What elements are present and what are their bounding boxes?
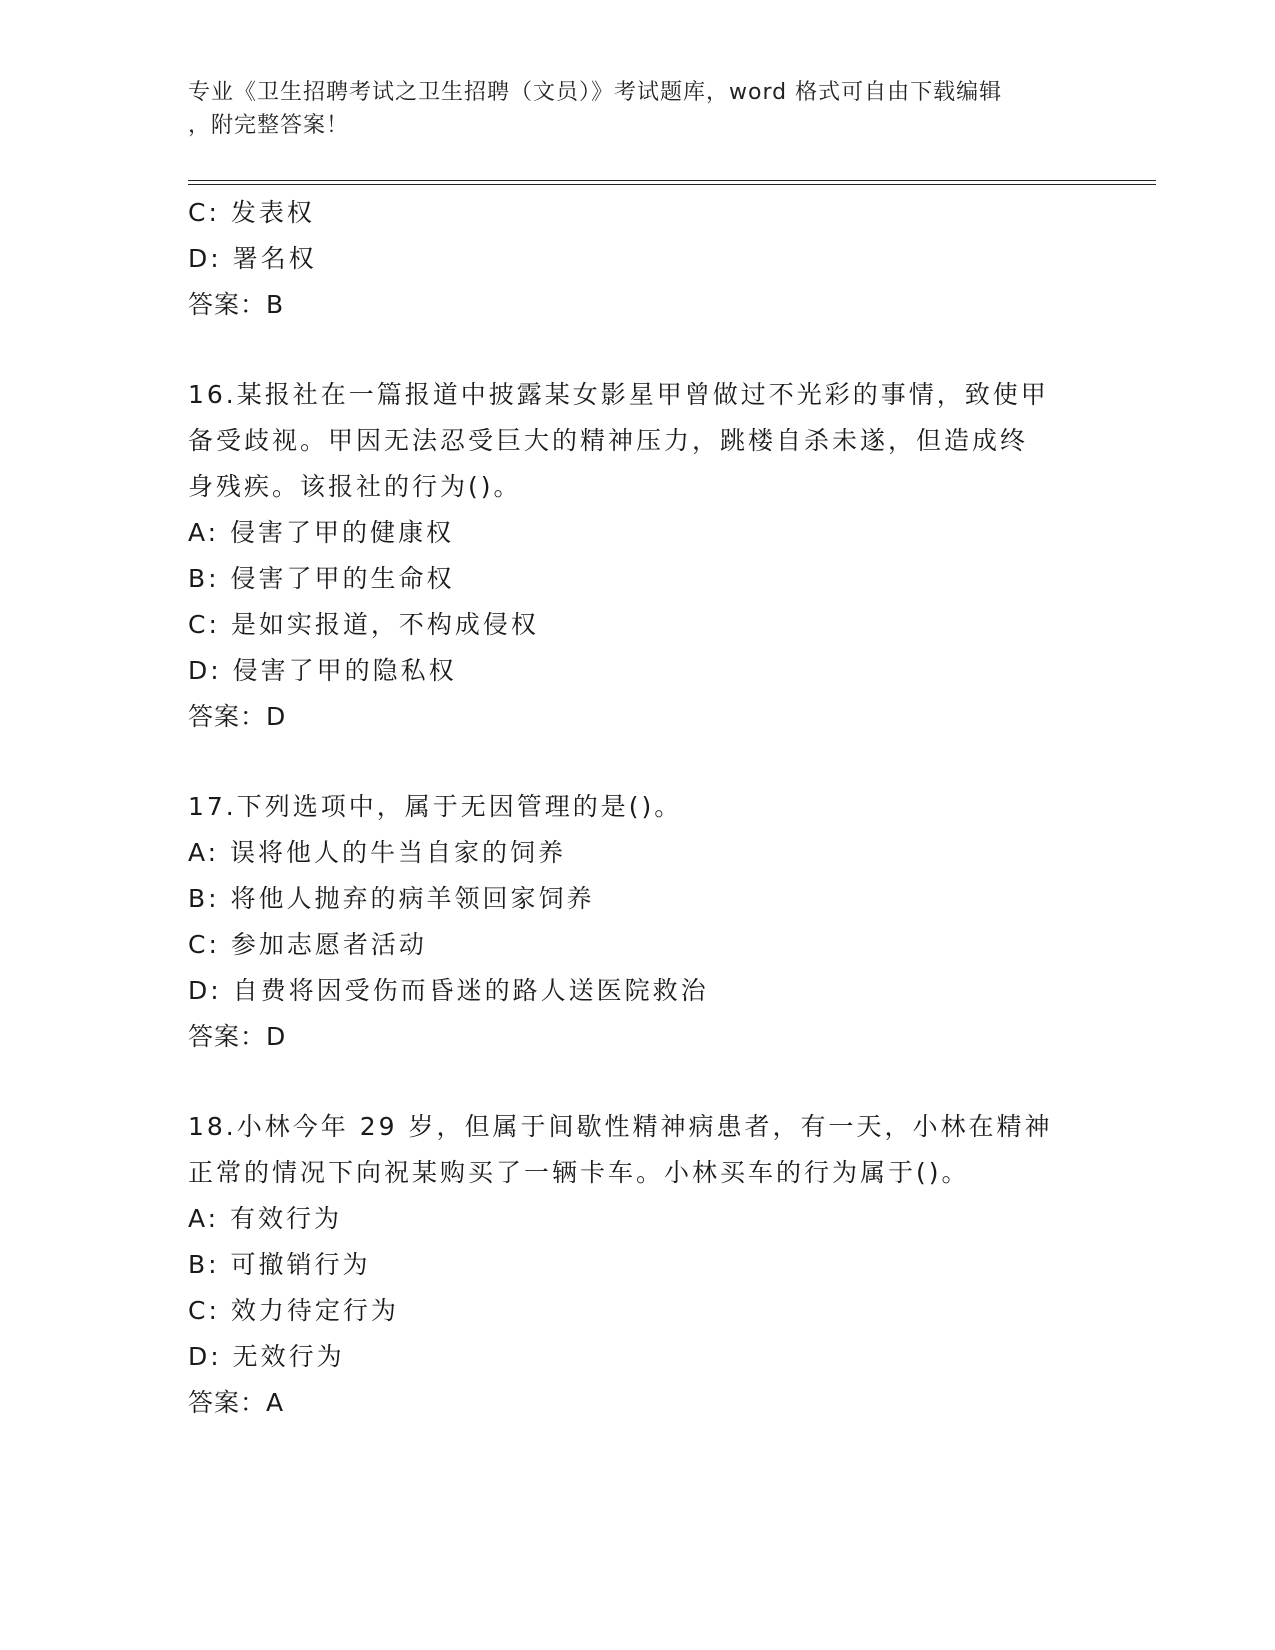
option-c: C: 是如实报道，不构成侵权 [188, 610, 539, 639]
answer-line: 答案：A [188, 1388, 285, 1417]
question-block-16 [188, 372, 1148, 740]
option-c: C: 参加志愿者活动 [188, 930, 427, 959]
page-header [188, 76, 1088, 142]
option-d: D: 自费将因受伤而昏迷的路人送医院救治 [188, 976, 709, 1005]
question-block-18 [188, 1104, 1148, 1426]
question-list [188, 190, 1148, 1426]
answer-line: 答案：D [188, 1022, 287, 1051]
spacer [188, 1060, 1148, 1104]
question-text-line: 身残疾。该报社的行为()。 [188, 472, 522, 501]
option-a: A: 有效行为 [188, 1204, 343, 1233]
option-b: B: 侵害了甲的生命权 [188, 564, 455, 593]
question-text-line: 18.小林今年 29 岁，但属于间歇性精神病患者，有一天，小林在精神 [188, 1112, 1053, 1141]
question-block-15 [188, 190, 1148, 328]
question-text-line: 16.某报社在一篇报道中披露某女影星甲曾做过不光彩的事情，致使甲 [188, 380, 1049, 409]
header-divider-top [188, 180, 1156, 181]
question-text-line: 17.下列选项中，属于无因管理的是()。 [188, 792, 683, 821]
option-d: D: 侵害了甲的隐私权 [188, 656, 457, 685]
option-b: B: 将他人抛弃的病羊领回家饲养 [188, 884, 595, 913]
option-c: C: 效力待定行为 [188, 1296, 399, 1325]
header-line-1: 专业《卫生招聘考试之卫生招聘（文员）》考试题库，word 格式可自由下载编辑 [188, 80, 1003, 105]
answer-line: 答案：B [188, 290, 285, 319]
header-line-2: ，附完整答案！ [188, 113, 350, 138]
spacer [188, 328, 1148, 372]
option-a: A: 侵害了甲的健康权 [188, 518, 455, 547]
option-c: C: 发表权 [188, 198, 315, 227]
spacer [188, 740, 1148, 784]
header-divider-bottom [188, 184, 1156, 185]
option-b: B: 可撤销行为 [188, 1250, 371, 1279]
option-a: A: 误将他人的牛当自家的饲养 [188, 838, 567, 867]
question-text-line: 正常的情况下向祝某购买了一辆卡车。小林买车的行为属于()。 [188, 1158, 970, 1187]
option-d: D: 无效行为 [188, 1342, 345, 1371]
question-block-17 [188, 784, 1148, 1060]
question-text-line: 备受歧视。甲因无法忍受巨大的精神压力，跳楼自杀未遂，但造成终 [188, 426, 1029, 455]
answer-line: 答案：D [188, 702, 287, 731]
option-d: D: 署名权 [188, 244, 317, 273]
